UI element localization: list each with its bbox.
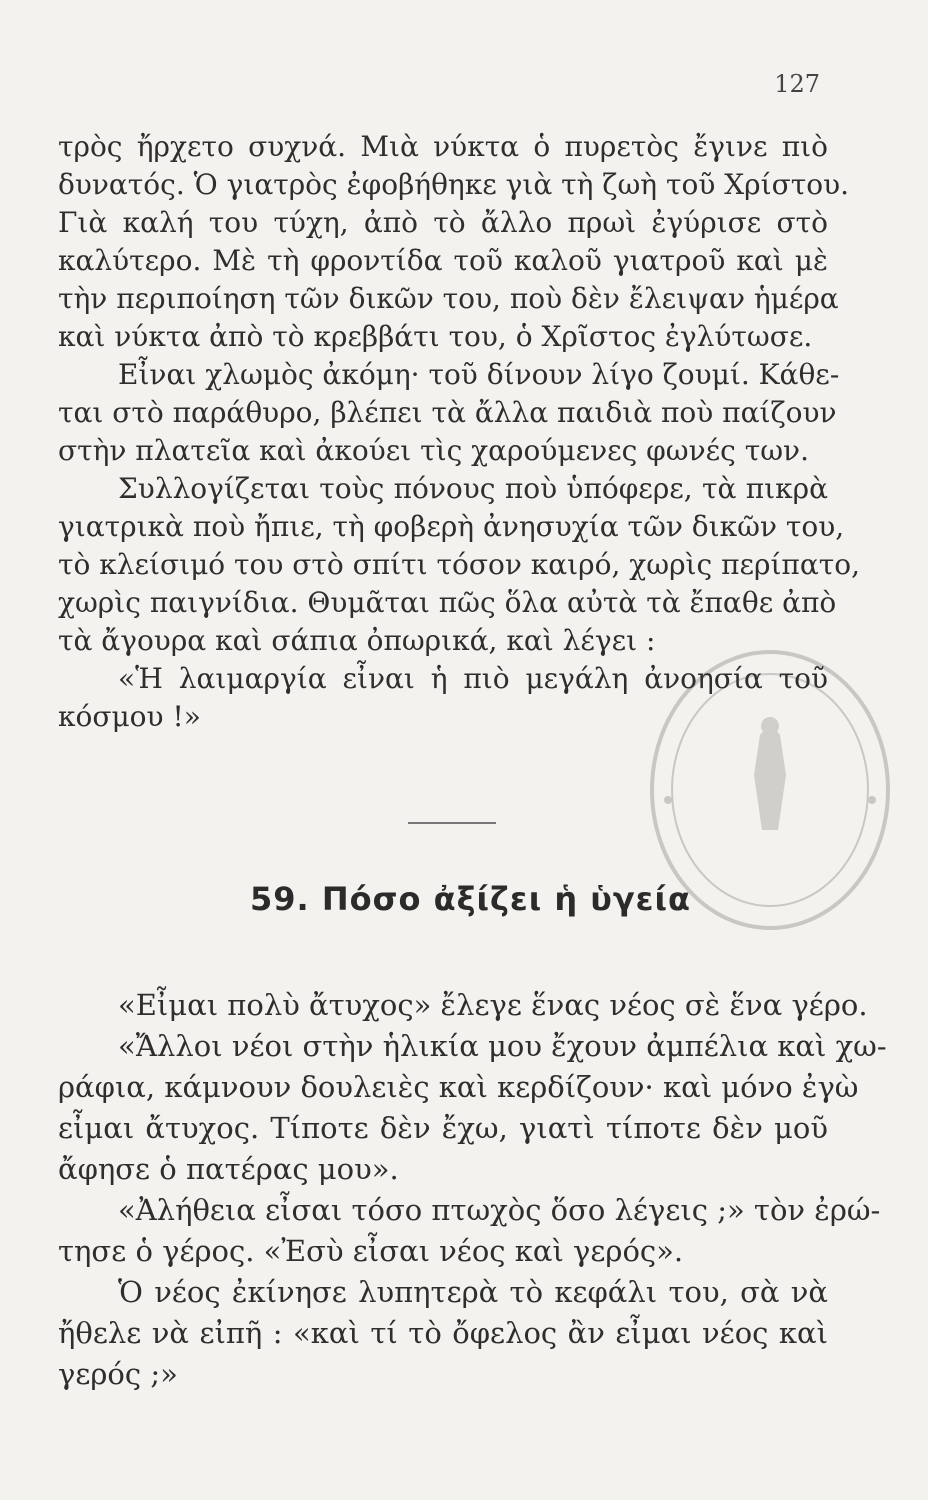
text-line: τησε ὁ γέρος. «Ἐσὺ εἶσαι νέος καὶ γερός». (58, 1234, 684, 1268)
text-line: καλύτερο. Μὲ τὴ φροντίδα τοῦ καλοῦ γιατροῦ καὶ μὲ (58, 244, 828, 277)
page-number: 127 (774, 70, 820, 98)
text-line: ἤθελε νὰ εἰπῆ : «καὶ τί τὸ ὄφελος ἂν εἶμαι νέος καὶ (58, 1316, 828, 1350)
paragraph-block-bottom (58, 985, 887, 1395)
section-heading: 59. Πόσο ἀξίζει ἡ ὑγεία (250, 880, 691, 918)
text-line: Ὁ νέος ἐκίνησε λυπητερὰ τὸ κεφάλι του, σὰ νὰ (118, 1275, 828, 1309)
text-line: τὰ ἄγουρα καὶ σάπια ὀπωρικά, καὶ λέγει : (58, 624, 656, 657)
text-line: ται στὸ παράθυρο, βλέπει τὰ ἄλλα παιδιὰ ποὺ παίζουν (58, 396, 837, 429)
text-line: Γιὰ καλή του τύχη, ἀπὸ τὸ ἄλλο πρωὶ ἐγύρισε στὸ (58, 206, 828, 239)
text-line: «Εἶμαι πολὺ ἄτυχος» ἔλεγε ἕνας νέος σὲ ἕνα γέρο. (118, 988, 868, 1022)
text-line: ἄφησε ὁ πατέρας μου». (58, 1152, 399, 1186)
text-line: δυνατός. Ὁ γιατρὸς ἐφοβήθηκε γιὰ τὴ ζωὴ τοῦ Χρίστου. (58, 168, 849, 201)
text-line: γερός ;» (58, 1357, 178, 1391)
library-stamp-icon (640, 640, 900, 940)
section-divider (408, 822, 496, 824)
text-line: γιατρικὰ ποὺ ἤπιε, τὴ φοβερὴ ἀνησυχία τῶν δικῶν του, (58, 510, 845, 543)
text-line: «Ἡ λαιμαργία εἶναι ἡ πιὸ μεγάλη ἀνοησία τοῦ (118, 662, 828, 695)
text-line: Συλλογίζεται τοὺς πόνους ποὺ ὑπόφερε, τὰ πικρὰ (118, 472, 828, 505)
text-line: «Ἀλήθεια εἶσαι τόσο πτωχὸς ὅσο λέγεις ;» τὸν ἐρώ- (118, 1193, 881, 1227)
text-line: τὴν περιποίηση τῶν δικῶν του, ποὺ δὲν ἔλειψαν ἡμέρα (58, 282, 839, 315)
text-line: «Ἄλλοι νέοι στὴν ἡλικία μου ἔχουν ἀμπέλια καὶ χω- (118, 1029, 887, 1063)
text-line: τρὸς ἤρχετο συχνά. Μιὰ νύκτα ὁ πυρετὸς ἔγινε πιὸ (58, 130, 828, 163)
text-line: ράφια, κάμνουν δουλειὲς καὶ κερδίζουν· καὶ μόνο ἐγὼ (58, 1070, 859, 1104)
text-line: κόσμου !» (58, 700, 201, 733)
text-line: καὶ νύκτα ἀπὸ τὸ κρεββάτι του, ὁ Χρῖστος ἐγλύτωσε. (58, 320, 813, 353)
text-line: χωρὶς παιγνίδια. Θυμᾶται πῶς ὅλα αὐτὰ τὰ ἔπαθε ἀπὸ (58, 586, 837, 619)
text-line: τὸ κλείσιμό του στὸ σπίτι τόσον καιρό, χωρὶς περίπατο, (58, 548, 860, 581)
text-line: εἶμαι ἄτυχος. Τίποτε δὲν ἔχω, γιατὶ τίποτε δὲν μοῦ (58, 1111, 828, 1145)
text-line: στὴν πλατεῖα καὶ ἀκούει τὶς χαρούμενες φωνές των. (58, 434, 809, 467)
text-line: Εἶναι χλωμὸς ἀκόμη· τοῦ δίνουν λίγο ζουμί. Κάθε- (118, 358, 840, 391)
